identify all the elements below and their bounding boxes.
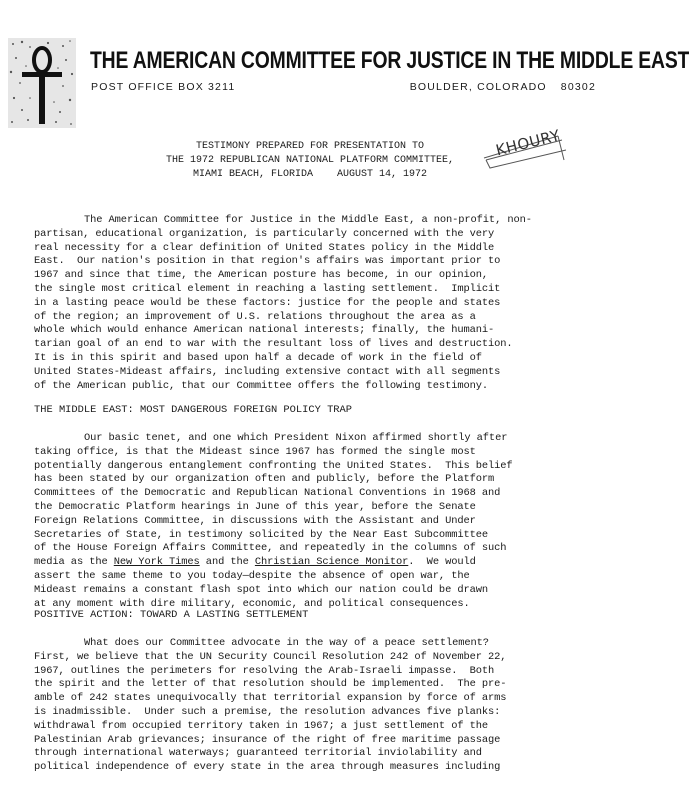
text-run: and the: [199, 556, 255, 569]
paragraph-line: Secretaries of State, in testimony solicited by the Near East Subcommittee: [34, 528, 489, 541]
heading-line: THE 1972 REPUBLICAN NATIONAL PLATFORM COMMITTEE,: [165, 155, 455, 166]
paragraph-line: The American Committee for Justice in the Middle East, a non-profit, non-: [84, 214, 532, 226]
paragraph-line: of the American public, that our Committee offers the following testimony.: [34, 379, 489, 392]
paragraph-line: political independence of every state in the area through measures including: [34, 761, 501, 774]
city-state-zip: [396, 81, 596, 93]
section1-paragraph: [34, 432, 513, 611]
paragraph-line: in a lasting peace would be these factors: justice for the people and states: [34, 296, 501, 309]
ankh-logo: [8, 38, 76, 128]
testimony-heading: [130, 140, 490, 182]
paragraph-line: of the region; an improvement of U.S. relations throughout the area as a: [34, 310, 476, 323]
paragraph-line: has been stated by our organization often and publicly, before the Platform: [34, 473, 495, 486]
paragraph-line: First, we believe that the UN Security Council Resolution 242 of November 22,: [34, 650, 507, 663]
paragraph-line: at any moment with dire military, economic, and political consequences.: [34, 597, 470, 610]
intro-paragraph: [34, 214, 532, 393]
paragraph-line: of the House Foreign Affairs Committee, and repeatedly in the columns of such: [34, 542, 507, 555]
heading-line: MIAMI BEACH, FLORIDA AUGUST 14, 1972: [192, 169, 428, 180]
paragraph-line: 1967 and since that time, the American posture has become, in our opinion,: [34, 269, 489, 282]
paragraph-line: real necessity for a clear definition of United States policy in the Middle: [34, 241, 495, 254]
publication-title: New York Times: [113, 556, 200, 569]
paragraph-line: taking office, is that the Mideast since 1967 has formed the single most: [34, 445, 476, 458]
organization-name: THE AMERICAN COMMITTEE FOR JUSTICE IN THE MIDDLE EAST: [90, 47, 689, 74]
paragraph-line: Mideast remains a constant flash spot into which our nation could be drawn: [34, 583, 489, 596]
paragraph-line: the single most critical element in reaching a lasting settlement. Implicit: [34, 282, 501, 295]
paragraph-line: the Democratic Platform hearings in June of this year, before the Senate: [34, 500, 476, 513]
paragraph-line: United States-Mideast affairs, including extensive contact with all segments: [34, 365, 501, 378]
publication-title: Christian Science Monitor: [254, 556, 409, 569]
paragraph-line: It is in this spirit and based upon half a decade of work in the field of: [34, 351, 482, 364]
heading-line: TESTIMONY PREPARED FOR PRESENTATION TO: [195, 141, 425, 152]
paragraph-line: through international waterways; guaranteed territorial inviolability and: [34, 747, 482, 760]
section2-paragraph: [34, 637, 506, 775]
paragraph-line: Our basic tenet, and one which President Nixon affirmed shortly after: [84, 432, 508, 444]
paragraph-line: 1967, outlines the perimeters for resolving the Arab-Israeli impasse. Both: [34, 664, 495, 677]
paragraph-line: partisan, educational organization, is particularly concerned with the very: [34, 227, 495, 240]
paragraph-line: is inadmissible. Under such a premise, the resolution advances five planks:: [34, 705, 501, 718]
section-title: POSITIVE ACTION: TOWARD A LASTING SETTLEMENT: [34, 609, 309, 621]
paragraph-line: tarian goal of an end to war with the resultant loss of lives and destruction.: [34, 338, 513, 351]
paragraph-line: potentially dangerous entanglement confronting the United States. This belief: [34, 459, 513, 472]
paragraph-line: withdrawal from occupied territory taken in 1967; a just settlement of the: [34, 719, 489, 732]
paragraph-line: Committees of the Democratic and Republican National Conventions in 1968 and: [34, 487, 501, 500]
city-state: BOULDER, COLORADO: [409, 81, 547, 93]
text-run: . We would: [408, 556, 476, 569]
text-run: media as the: [34, 556, 114, 569]
zip-code: 80302: [560, 81, 596, 93]
paragraph-line: amble of 242 states unequivocally that territorial expansion by force of arms: [34, 692, 507, 705]
paragraph-line: Foreign Relations Committee, in discussions with the Assistant and Under: [34, 514, 476, 527]
paragraph-line: What does our Committee advocate in the way of a peace settlement?: [84, 637, 489, 649]
paragraph-line: Palestinian Arab grievances; insurance of the right of free maritime passage: [34, 733, 501, 746]
po-box: POST OFFICE BOX 3211: [91, 81, 236, 93]
handwritten-name: KHOURY: [494, 126, 562, 160]
paragraph-line: [34, 556, 513, 570]
paragraph-line: the spirit and the letter of that resolution should be implemented. The pre-: [34, 678, 507, 691]
paragraph-line: assert the same theme to you today—despite the absence of open war, the: [34, 569, 470, 582]
section-title: THE MIDDLE EAST: MOST DANGEROUS FOREIGN POLICY TRAP: [34, 404, 353, 416]
paragraph-line: East. Our nation's position in that region's affairs was important prior to: [34, 255, 501, 268]
paragraph-line: whole which would enhance American national interests; finally, the humani-: [34, 324, 495, 337]
